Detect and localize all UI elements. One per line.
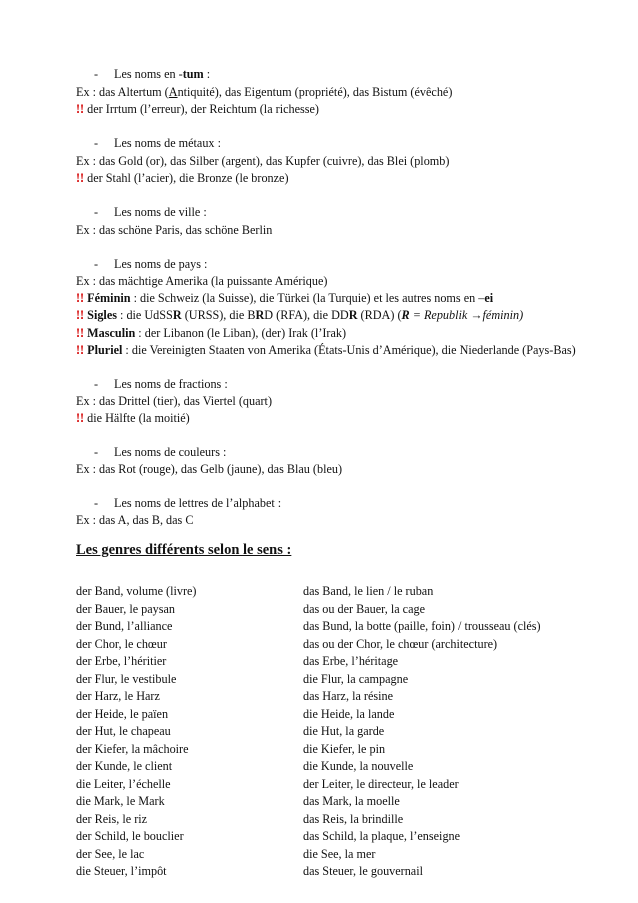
table-cell-right: das Bund, la botte (paille, foin) / trousseau (clés) [303,619,541,633]
table-cell-right: das Reis, la brindille [303,811,404,826]
note-line: !! der Irrtum (l’erreur), der Reichtum (la richesse) [76,102,319,116]
example-line: Ex : das A, das B, das C [76,513,194,527]
table-cell-left: der Schild, le bouclier [76,829,184,843]
bullet-dash: - [94,496,99,510]
example-line: Ex : das schöne Paris, das schöne Berlin [76,223,273,237]
table-cell-left: der Flur, le vestibule [76,671,177,686]
warning-mark: !! [76,411,85,425]
section-heading-text: Les noms de pays : [114,257,208,271]
bullet-dash: - [94,377,99,391]
section-heading-text: Les noms de couleurs : [114,445,227,459]
table-cell-right: der Leiter, le directeur, le leader [303,776,459,791]
warning-mark: !! [76,291,85,305]
section-heading-text: Les noms de ville : [114,205,207,219]
example-line: Ex : das Drittel (tier), das Viertel (quart) [76,394,273,408]
bullet-dash: - [94,445,99,459]
table-cell-right: das Steuer, le gouvernail [303,864,423,878]
table-cell-left: der Bund, l’alliance [76,619,173,633]
bullet-dash: - [94,67,99,81]
bullet-dash: - [94,205,99,219]
warning-mark: !! [76,326,85,340]
section-heading [94,444,227,461]
note-line: !! die Hälfte (la moitié) [76,411,190,425]
example-line: Ex : das Rot (rouge), das Gelb (jaune), das Blau (bleu) [76,462,343,476]
warning-mark: !! [76,343,85,357]
section-heading [94,495,282,512]
table-cell-right: das ou der Chor, le chœur (architecture) [303,636,498,651]
section-heading-text: Les noms en -tum : [114,67,211,81]
section-heading [94,66,211,83]
table-cell-left: der See, le lac [76,846,145,861]
table-cell-left: der Bauer, le paysan [76,601,175,616]
section-heading [94,376,228,393]
table-cell-left: die Leiter, l’échelle [76,776,171,791]
note-line: !! Pluriel : die Vereinigten Staaten von Amerika (États-Unis d’Amérique), die Niederlande (Pays-Bas) [76,343,576,357]
table-cell-right: das Erbe, l’héritage [303,654,399,668]
example-line: Ex : das Altertum (Antiquité), das Eigentum (propriété), das Bistum (évêché) [76,85,453,99]
table-cell-left: der Kiefer, la mâchoire [76,741,189,756]
section-heading [94,204,207,221]
example-line: Ex : das mächtige Amerika (la puissante Amérique) [76,274,328,288]
warning-mark: !! [76,102,85,116]
table-cell-right: die Kiefer, le pin [303,741,386,756]
table-cell-left: der Band, volume (livre) [76,584,197,598]
section-heading-text: Les noms de lettres de l’alphabet : [114,496,282,510]
section-heading [94,256,208,273]
warning-mark: !! [76,308,85,322]
section-heading [94,135,221,152]
table-cell-left: der Hut, le chapeau [76,724,171,738]
note-line: !! Masculin : der Libanon (le Liban), (der) Irak (l’Irak) [76,326,347,340]
note-line: !! der Stahl (l’acier), die Bronze (le bronze) [76,171,289,185]
table-cell-right: das Harz, la résine [303,689,394,703]
note-line: !! Féminin : die Schweiz (la Suisse), die Türkei (la Turquie) et les autres noms en –ei [76,291,494,305]
table-cell-left: der Harz, le Harz [76,689,160,703]
note-line: !! Sigles : die UdSSR (URSS), die BRD (RFA), die DDR (RDA) (R = Republik →féminin) [76,308,524,322]
table-cell-right: die Heide, la lande [303,706,395,721]
table-cell-left: der Heide, le païen [76,706,169,721]
bullet-dash: - [94,257,99,271]
table-cell-right: die Kunde, la nouvelle [303,759,414,773]
table-cell-right: das Mark, la moelle [303,794,400,808]
table-cell-left: der Kunde, le client [76,759,173,773]
table-cell-right: das Band, le lien / le ruban [303,584,434,598]
example-line: Ex : das Gold (or), das Silber (argent), das Kupfer (cuivre), das Blei (plomb) [76,154,450,168]
table-cell-right: das ou der Bauer, la cage [303,601,426,616]
table-cell-left: der Erbe, l’héritier [76,654,167,668]
table-cell-left: der Reis, le riz [76,811,148,826]
table-cell-right: die Flur, la campagne [303,671,409,686]
section-heading-text: Les noms de métaux : [114,136,221,150]
section-heading-text: Les noms de fractions : [114,377,228,391]
table-cell-left: der Chor, le chœur [76,636,167,651]
table-title: Les genres différents selon le sens : [76,542,292,558]
table-cell-left: die Steuer, l’impôt [76,864,167,878]
warning-mark: !! [76,171,85,185]
table-cell-right: das Schild, la plaque, l’enseigne [303,829,461,843]
table-cell-right: die See, la mer [303,846,376,861]
table-cell-left: die Mark, le Mark [76,794,165,808]
table-cell-right: die Hut, la garde [303,724,385,738]
arrow-right-icon: → [470,308,483,322]
bullet-dash: - [94,136,99,150]
